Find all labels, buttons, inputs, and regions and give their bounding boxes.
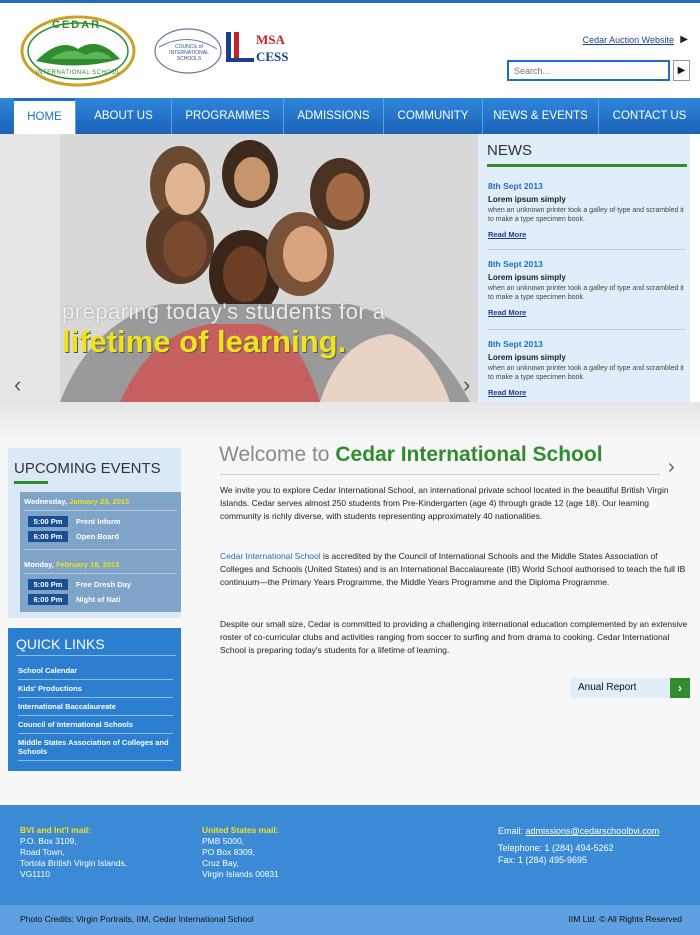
logo-subtitle: INTERNATIONAL SCHOOL: [36, 70, 121, 76]
address-line: Tortola British Virgin Islands,: [20, 858, 128, 868]
read-more-link[interactable]: Read More: [488, 230, 527, 239]
nav-home[interactable]: HOME: [14, 98, 76, 134]
logo-name: CEDAR: [52, 19, 102, 31]
upcoming-events-panel: [8, 448, 181, 618]
welcome-paragraph-2-text: is accredited by the Council of International Schools and the Middle States Association of Colleges and Schools (United States) and is an International Baccalaureate (IB) World School authorised to teach the full IB continuum—the Primary Years Programme, the Middle Years Programme and the Diploma Programme.: [220, 551, 686, 587]
event-name: Free Dresh Day: [76, 579, 132, 589]
search-input[interactable]: [507, 60, 670, 81]
search-submit-button[interactable]: [673, 60, 690, 81]
address-line: PMB 5000,: [202, 836, 245, 846]
nav-contact-us[interactable]: CONTACT US: [612, 110, 687, 122]
address-line: Road Town,: [20, 847, 65, 857]
footer-us-heading: United States mail:: [202, 825, 279, 835]
news-heading: Lorem ipsum simply: [488, 273, 566, 282]
footer-bottom-bar: [0, 905, 700, 935]
auction-website-link[interactable]: Cedar Auction Website: [582, 35, 674, 45]
address-line: P.O. Box 3109,: [20, 836, 77, 846]
news-item: [488, 259, 688, 320]
news-heading: Lorem ipsum simply: [488, 195, 566, 204]
footer-bvi-address: [20, 825, 127, 880]
search-box: [507, 60, 690, 81]
divider: [488, 329, 686, 330]
quick-link-cis[interactable]: Council of International Schools: [18, 720, 134, 729]
address-line: Virgin Islands 00831: [202, 869, 279, 879]
welcome-paragraph-2: [220, 550, 690, 589]
footer-contact: [498, 825, 659, 866]
event-name: Open Board: [76, 531, 119, 541]
event-row[interactable]: [28, 530, 119, 542]
main-nav: [0, 98, 700, 134]
event-time: 5:00 Pm: [28, 516, 68, 527]
news-item: [488, 339, 688, 400]
footer: [0, 805, 700, 905]
event-name: Night of Nati: [76, 594, 121, 604]
event-day: Wednesday,: [24, 497, 68, 506]
event-time: 6:00 Pm: [28, 531, 68, 542]
address-line: PO Box 8309,: [202, 847, 255, 857]
news-text: when an unknown printer took a galley of type and scrambled it to make a type specimen book.: [488, 207, 684, 223]
event-day: Monday,: [24, 560, 54, 569]
quick-link-ib[interactable]: International Baccalaureate: [18, 702, 116, 711]
address-line: VG1110: [20, 869, 50, 879]
event-name: Prent Inform: [76, 516, 121, 526]
events-list: [20, 492, 181, 612]
cis-logo[interactable]: [153, 27, 223, 75]
read-more-link[interactable]: Read More: [488, 308, 527, 317]
news-title-underline: [487, 164, 687, 167]
email-link[interactable]: admissions@cedarschoolbvi.com: [525, 826, 660, 836]
quick-link-msa[interactable]: Middle States Association of Colleges and Schools: [18, 738, 169, 756]
chevron-right-icon: ›: [670, 678, 690, 698]
header: [0, 3, 700, 98]
news-text: when an unknown printer took a galley of type and scrambled it to make a type specimen book.: [488, 285, 684, 301]
hero-slider: [0, 134, 478, 402]
news-date: 8th Sept 2013: [488, 181, 543, 191]
event-row[interactable]: [28, 515, 121, 527]
quick-link-school-calendar[interactable]: School Calendar: [18, 666, 78, 675]
email-label: Email:: [498, 826, 526, 836]
divider: [18, 715, 173, 716]
footer-bvi-heading: BVI and Int'l mail:: [20, 825, 91, 835]
news-item: [488, 181, 688, 242]
cess-text: CESS: [256, 49, 289, 64]
event-row[interactable]: [28, 593, 121, 605]
welcome-school-name: Cedar International School: [335, 443, 603, 466]
cedar-logo[interactable]: [20, 15, 136, 87]
copyright: IIM Ltd. © All Rights Reserved: [568, 914, 682, 924]
read-more-link[interactable]: Read More: [488, 388, 527, 397]
telephone: Telephone: 1 (284) 494-5262: [498, 843, 614, 853]
nav-news-events[interactable]: NEWS & EVENTS: [483, 98, 599, 134]
hero-tagline-2: lifetime of learning.: [62, 324, 347, 359]
event-row[interactable]: [28, 578, 131, 590]
divider: [24, 549, 177, 550]
event-time: 6:00 Pm: [28, 594, 68, 605]
divider: [18, 733, 173, 734]
annual-report-button[interactable]: [570, 678, 690, 698]
nav-community[interactable]: COMMUNITY: [384, 98, 483, 134]
events-title: UPCOMING EVENTS: [14, 460, 161, 477]
news-text: when an unknown printer took a galley of type and scrambled it to make a type specimen book.: [488, 365, 684, 381]
divider: [488, 249, 686, 250]
divider: [24, 573, 177, 574]
welcome-prefix: Welcome to: [219, 443, 330, 466]
event-date: [24, 560, 119, 569]
news-heading: Lorem ipsum simply: [488, 353, 566, 362]
divider: [18, 679, 173, 680]
divider: [18, 760, 173, 761]
nav-about-us[interactable]: ABOUT US: [76, 98, 172, 134]
footer-us-address: [202, 825, 279, 880]
fax: Fax: 1 (284) 495-9695: [498, 855, 588, 865]
divider: [18, 697, 173, 698]
divider: [220, 474, 660, 475]
msa-text: MSA: [256, 32, 285, 47]
news-title: NEWS: [487, 142, 532, 159]
event-date: [24, 497, 129, 506]
news-date: 8th Sept 2013: [488, 259, 543, 269]
event-date-value: January 23, 2013: [69, 497, 130, 506]
divider: [24, 510, 177, 511]
chevron-left-icon[interactable]: ‹: [14, 372, 22, 397]
welcome-title: [219, 443, 603, 467]
nav-programmes[interactable]: PROGRAMMES: [172, 98, 284, 134]
cedar-school-link[interactable]: Cedar International School: [220, 551, 321, 561]
address-line: Cruz Bay,: [202, 858, 239, 868]
annual-report-label: Anual Report: [578, 682, 637, 693]
hero-students-photo: [0, 134, 478, 402]
nav-admissions[interactable]: ADMISSIONS: [284, 98, 384, 134]
quick-links-panel: [8, 628, 181, 771]
photo-credits: Photo Credits: Virgin Portraits, IIM, Cedar International School: [20, 914, 254, 924]
arrow-right-icon: ▶: [677, 65, 686, 76]
quick-links-title: QUICK LINKS: [16, 636, 105, 652]
welcome-paragraph-3: Despite our small size, Cedar is committed to providing a challenging international education complemented by an extensive roster of co-curricular clubs and activities ranging from soccer to surfing and from drama to cooking. Cedar International School is preparing today's students for a lifetime of learning.: [220, 619, 688, 655]
chevron-right-icon[interactable]: ›: [463, 372, 471, 397]
hero-tagline-1: preparing today's students for a: [62, 299, 386, 324]
arrow-right-icon: ▶: [680, 34, 688, 45]
event-time: 5:00 Pm: [28, 579, 68, 590]
event-date-value: February 18, 2013: [55, 560, 120, 569]
chevron-right-icon[interactable]: ›: [668, 456, 675, 478]
divider: [16, 655, 176, 656]
news-panel: [478, 134, 690, 402]
news-date: 8th Sept 2013: [488, 339, 543, 349]
events-title-underline: [14, 481, 48, 484]
msa-cess-logo[interactable]: [226, 30, 296, 70]
hero-shadow: [0, 402, 700, 442]
quick-link-kids-productions[interactable]: Kids' Productions: [18, 684, 82, 693]
cis-logo-text: COUNCIL of INTERNATIONAL SCHOOLS: [169, 44, 209, 62]
welcome-paragraph-1: We invite you to explore Cedar International School, an international private school located in the beautiful British Virgin Islands. Cedar serves almost 250 students from Pre-Kindergarten (age 4) through grade 12 (age 18). Our learning community is richly diverse, with students representing approximately 40 nationalities.: [220, 485, 669, 521]
